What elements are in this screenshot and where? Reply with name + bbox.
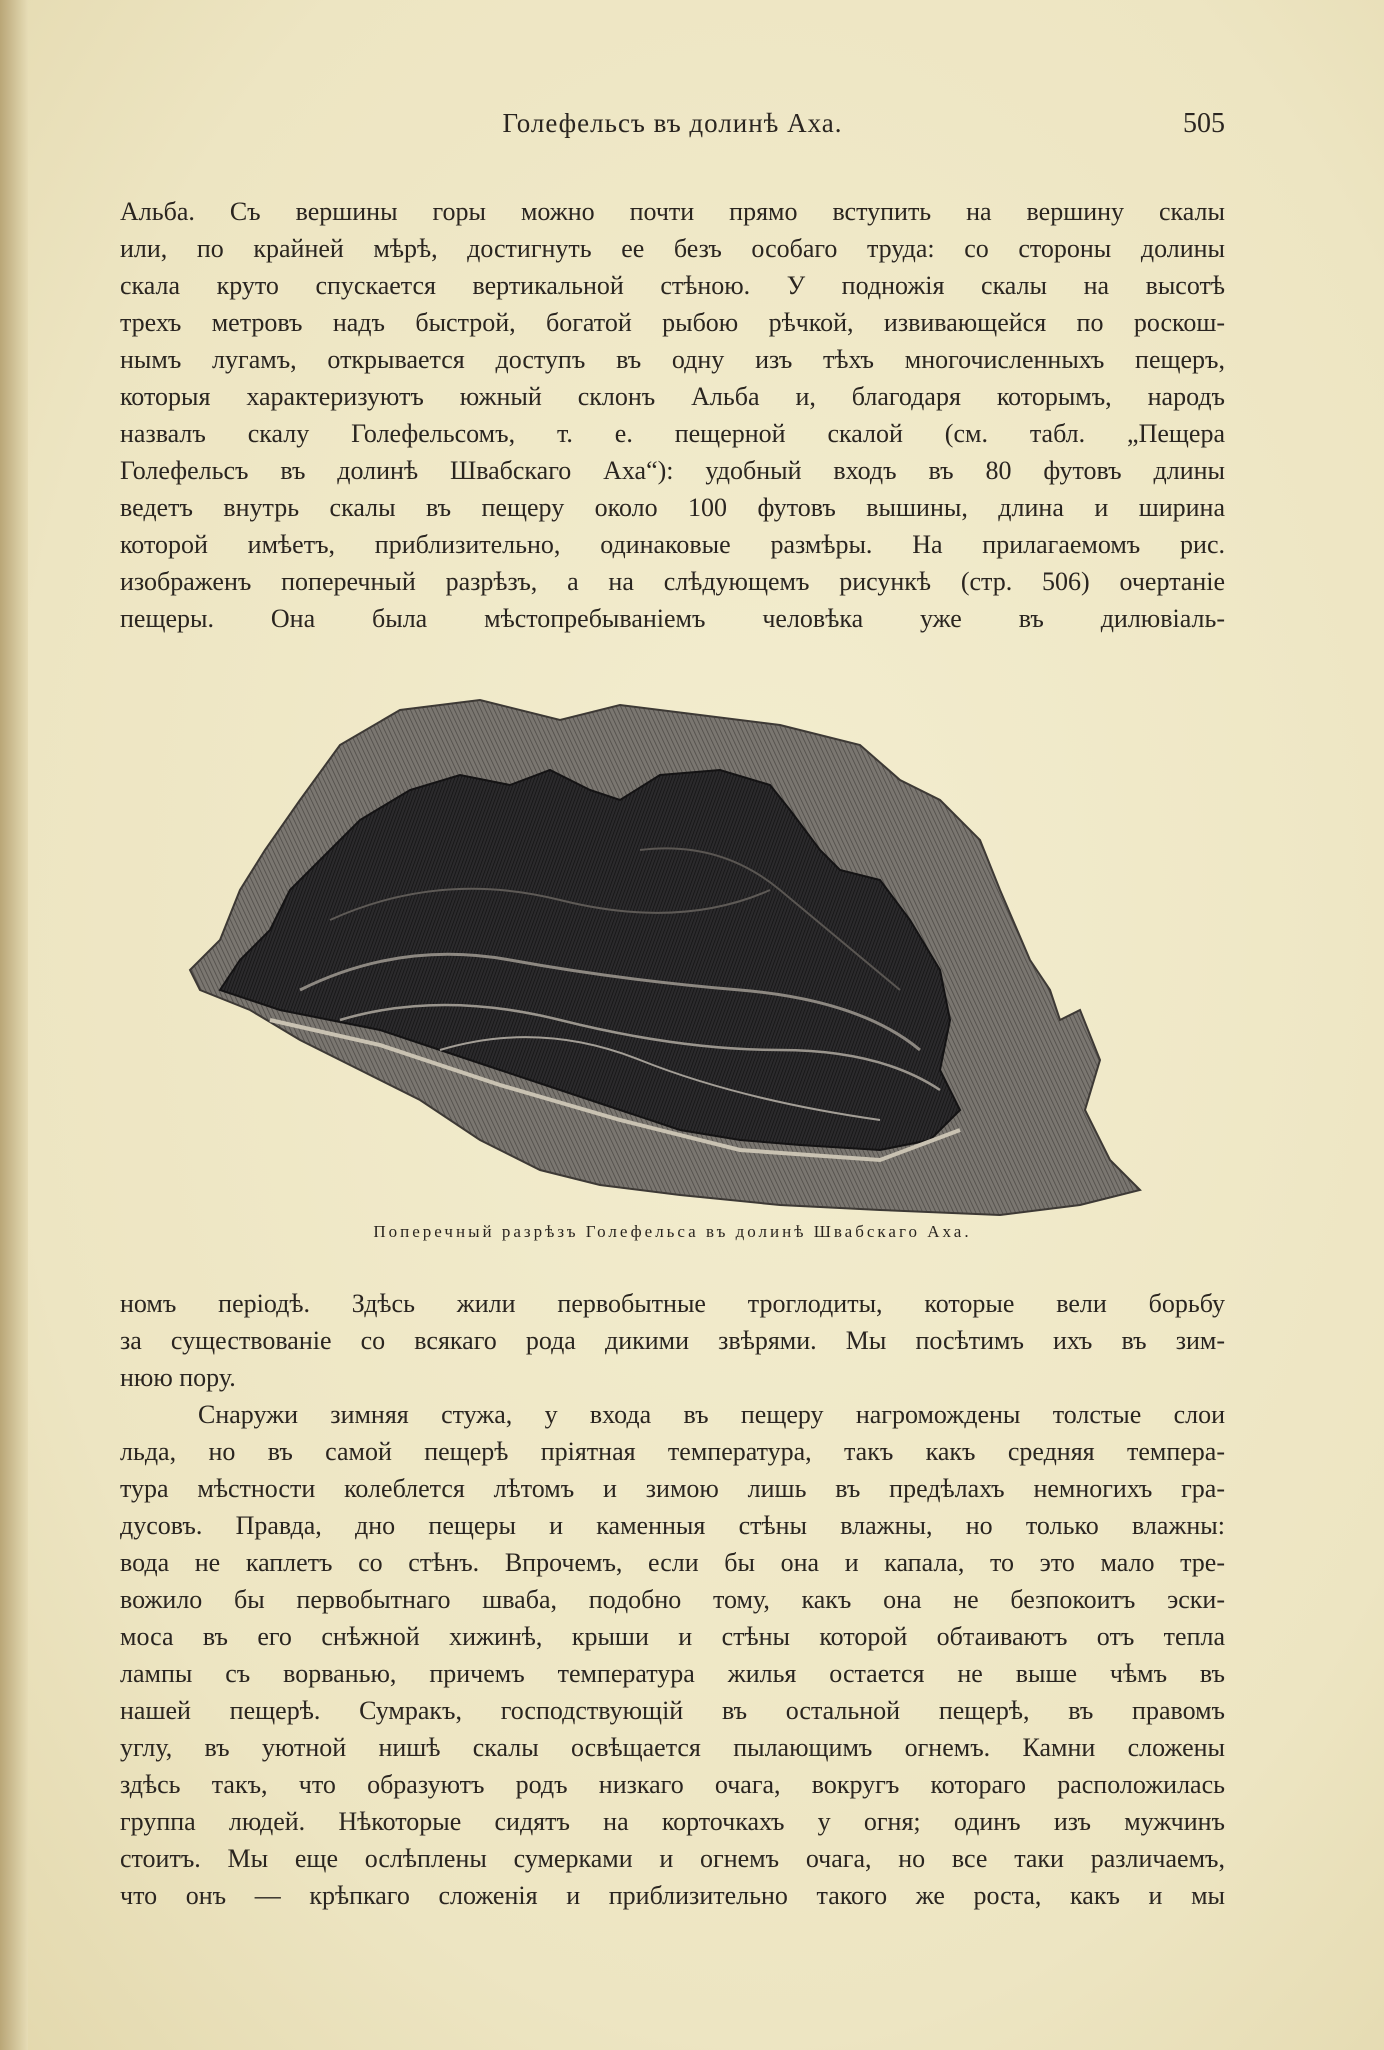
text-line: здѣсь такъ, что образуютъ родъ низкаго очага, вокругъ котораго расположилась <box>120 1770 1225 1799</box>
page-number: 505 <box>1183 108 1225 139</box>
text-line: изображенъ поперечный разрѣзъ, а на слѣдующемъ рисункѣ (стр. 506) очертаніе <box>120 567 1225 596</box>
text-line: назвалъ скалу Голефельсомъ, т. е. пещерной скалой (см. табл. „Пещера <box>120 419 1225 448</box>
text-line: углу, въ уютной нишѣ скалы освѣщается пылающимъ огнемъ. Камни сложены <box>120 1733 1225 1762</box>
text-line: которой имѣетъ, приблизительно, одинаковые размѣры. На прилагаемомъ рис. <box>120 530 1225 559</box>
figure-caption: Поперечный разрѣзъ Голефельса въ долинѣ Швабскаго Аха. <box>373 1222 972 1241</box>
page-header <box>120 108 1225 148</box>
cave-cross-section-engraving <box>180 690 1150 1230</box>
text-line: пещеры. Она была мѣстопребываніемъ человѣка уже въ дилювіаль- <box>120 604 1225 633</box>
text-block-top <box>120 193 1225 637</box>
text-line: Голефельсъ въ долинѣ Швабскаго Аха“): удобный входъ въ 80 футовъ длины <box>120 456 1225 485</box>
text-line: трехъ метровъ надъ быстрой, богатой рыбою рѣчкой, извивающейся по роскош- <box>120 308 1225 337</box>
text-line: тура мѣстности колеблется лѣтомъ и зимою лишь въ предѣлахъ немногихъ гра- <box>120 1474 1225 1503</box>
text-line: стоитъ. Мы еще ослѣплены сумерками и огнемъ очага, но все таки различаемъ, <box>120 1844 1225 1873</box>
text-line: Снаружи зимняя стужа, у входа въ пещеру нагромождены толстые слои <box>198 1400 1225 1429</box>
text-line: или, по крайней мѣрѣ, достигнуть ее безъ особаго труда: со стороны долины <box>120 234 1225 263</box>
engraving-illustration <box>180 690 1150 1230</box>
text-line: лампы съ ворванью, причемъ температура жилья остается не выше чѣмъ въ <box>120 1659 1225 1688</box>
page-gutter-shadow <box>0 0 28 2050</box>
text-line: нюю пору. <box>120 1363 236 1392</box>
text-line: ведетъ внутрь скалы въ пещеру около 100 футовъ вышины, длина и ширина <box>120 493 1225 522</box>
text-line: Альба. Съ вершины горы можно почти прямо вступить на вершину скалы <box>120 197 1225 226</box>
text-line: группа людей. Нѣкоторые сидятъ на корточкахъ у огня; одинъ изъ мужчинъ <box>120 1807 1225 1836</box>
text-line: нымъ лугамъ, открывается доступъ въ одну изъ тѣхъ многочисленныхъ пещеръ, <box>120 345 1225 374</box>
text-line: которыя характеризуютъ южный склонъ Альба и, благодаря которымъ, народъ <box>120 382 1225 411</box>
text-line: что онъ — крѣпкаго сложенія и приблизительно такого же роста, какъ и мы <box>120 1881 1225 1910</box>
text-line: льда, но въ самой пещерѣ пріятная температура, такъ какъ средняя темпера- <box>120 1437 1225 1466</box>
text-line: дусовъ. Правда, дно пещеры и каменныя стѣны влажны, но только влажны: <box>120 1511 1225 1540</box>
text-line: за существованіе со всякаго рода дикими звѣрями. Мы посѣтимъ ихъ въ зим- <box>120 1326 1225 1355</box>
text-line: скала круто спускается вертикальной стѣною. У подножія скалы на высотѣ <box>120 271 1225 300</box>
running-title: Голефельсъ въ долинѣ Аха. <box>502 108 843 138</box>
text-line: номъ періодѣ. Здѣсь жили первобытные троглодиты, которые вели борьбу <box>120 1289 1225 1318</box>
text-line: вожило бы первобытнаго шваба, подобно тому, какъ она не безпокоитъ эски- <box>120 1585 1225 1614</box>
text-block-bottom <box>120 1285 1225 1914</box>
text-line: моса въ его снѣжной хижинѣ, крыши и стѣны которой обтаиваютъ отъ тепла <box>120 1622 1225 1651</box>
text-line: нашей пещерѣ. Сумракъ, господствующій въ остальной пещерѣ, въ правомъ <box>120 1696 1225 1725</box>
text-line: вода не каплетъ со стѣнъ. Впрочемъ, если бы она и капала, то это мало тре- <box>120 1548 1225 1577</box>
